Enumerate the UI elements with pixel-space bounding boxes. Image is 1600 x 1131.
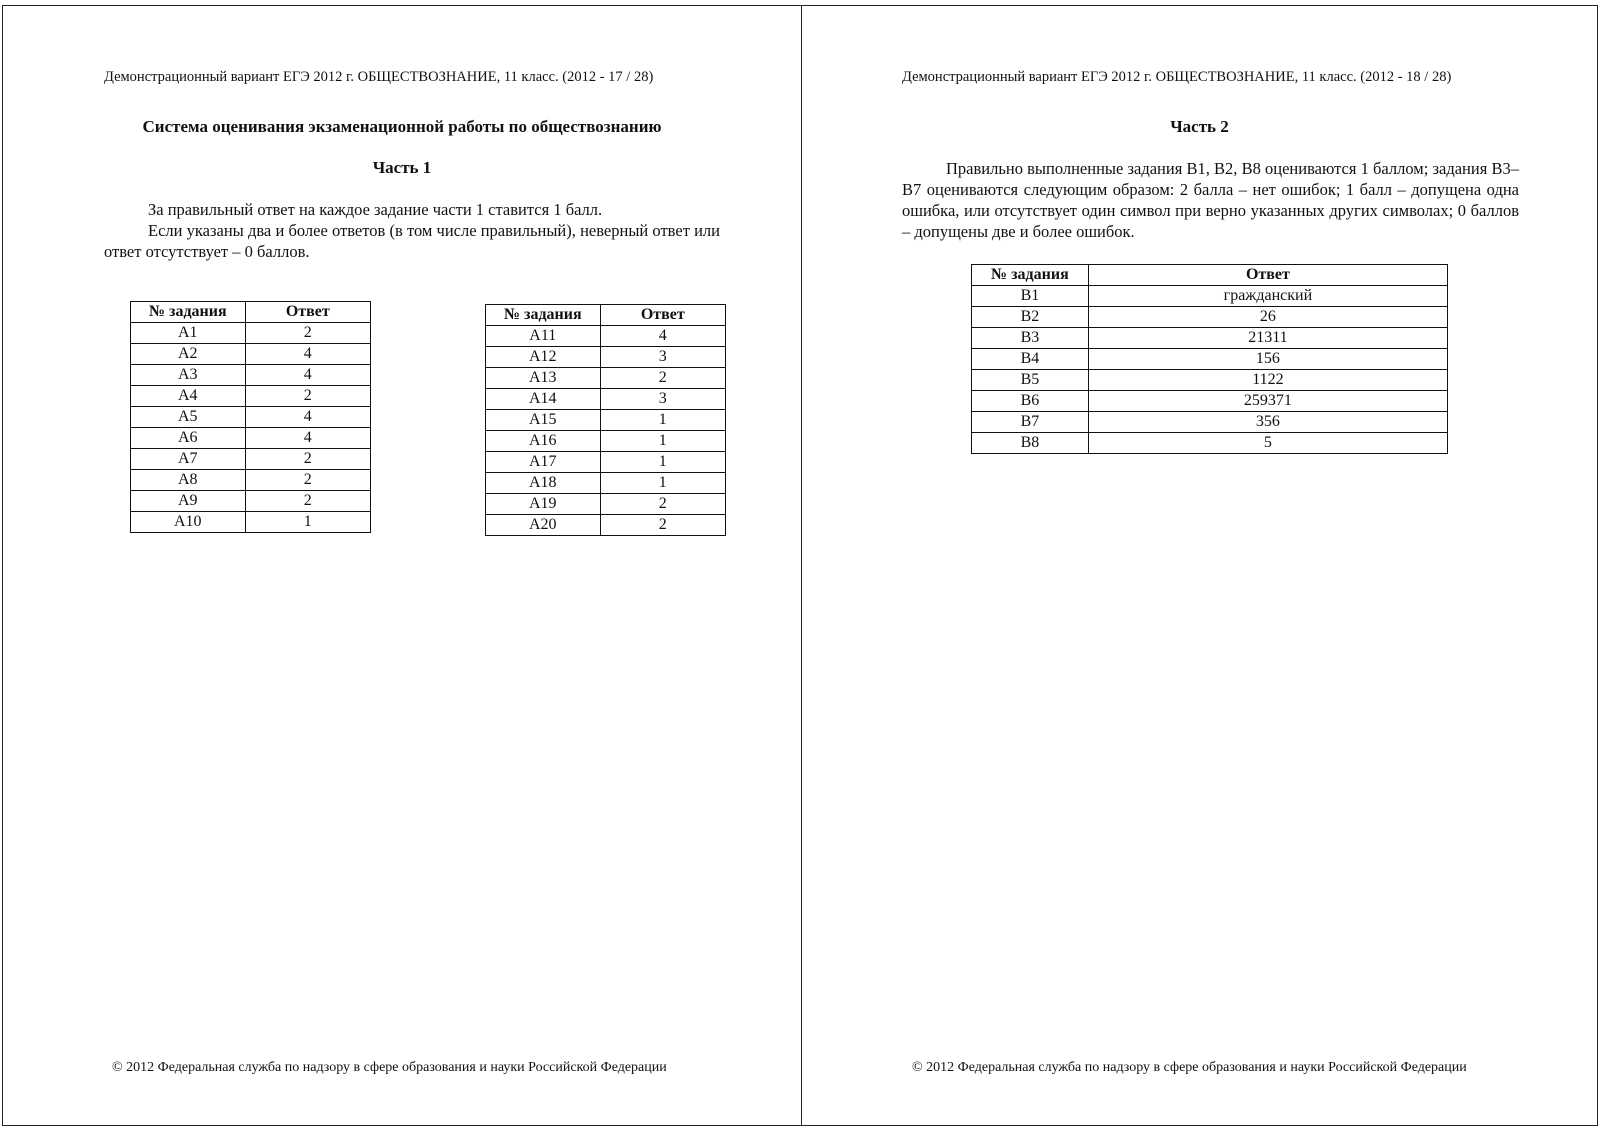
- column-header-task: № задания: [131, 302, 246, 323]
- task-number-cell: A9: [131, 491, 246, 512]
- table-row: [486, 452, 726, 473]
- table-row: [486, 473, 726, 494]
- answer-cell: 21311: [1088, 328, 1447, 349]
- copyright-footer: © 2012 Федеральная служба по надзору в сфере образования и науки Российской Федерации: [912, 1060, 1467, 1075]
- part-title: Часть 1: [372, 158, 432, 177]
- table-row: [486, 368, 726, 389]
- answer-cell: 1122: [1088, 370, 1447, 391]
- table-body: [131, 323, 371, 533]
- task-number-cell: A2: [131, 344, 246, 365]
- answer-cell: 2: [245, 449, 370, 470]
- answer-cell: 4: [245, 428, 370, 449]
- table-row: [131, 470, 371, 491]
- table-row: [972, 328, 1448, 349]
- answer-cell: 1: [600, 431, 725, 452]
- table-header-row: [972, 265, 1448, 286]
- table-row: [131, 407, 371, 428]
- table-row: [486, 410, 726, 431]
- table-row: [131, 428, 371, 449]
- answer-cell: 2: [600, 494, 725, 515]
- answers-table-b1-b8: [971, 264, 1448, 454]
- task-number-cell: A8: [131, 470, 246, 491]
- table-row: [972, 307, 1448, 328]
- task-number-cell: A14: [486, 389, 601, 410]
- table-body: [972, 286, 1448, 454]
- table-row: [131, 344, 371, 365]
- table-row: [131, 365, 371, 386]
- table-body: [486, 326, 726, 536]
- task-number-cell: A20: [486, 515, 601, 536]
- task-number-cell: B7: [972, 412, 1089, 433]
- task-number-cell: A15: [486, 410, 601, 431]
- answer-cell: 1: [245, 512, 370, 533]
- table-row: [486, 494, 726, 515]
- answer-cell: гражданский: [1088, 286, 1447, 307]
- answers-table-a1-a10: [130, 301, 371, 533]
- answer-cell: 4: [245, 344, 370, 365]
- scoring-paragraph-1: За правильный ответ на каждое задание части 1 ставится 1 балл.: [148, 200, 603, 219]
- document-title: Система оценивания экзаменационной работы по обществознанию: [142, 117, 662, 136]
- task-number-cell: A10: [131, 512, 246, 533]
- table-row: [972, 412, 1448, 433]
- table-row: [486, 389, 726, 410]
- task-number-cell: B8: [972, 433, 1089, 454]
- table-row: [486, 515, 726, 536]
- answer-cell: 259371: [1088, 391, 1447, 412]
- table-row: [486, 326, 726, 347]
- answer-cell: 3: [600, 389, 725, 410]
- table-row: [972, 370, 1448, 391]
- table-row: [972, 433, 1448, 454]
- left-page: [2, 5, 802, 1126]
- copyright-footer: © 2012 Федеральная служба по надзору в сфере образования и науки Российской Федерации: [112, 1060, 667, 1075]
- answer-cell: 2: [245, 323, 370, 344]
- table-row: [972, 391, 1448, 412]
- answer-cell: 26: [1088, 307, 1447, 328]
- answer-cell: 156: [1088, 349, 1447, 370]
- task-number-cell: A18: [486, 473, 601, 494]
- table-row: [131, 512, 371, 533]
- table-row: [486, 431, 726, 452]
- task-number-cell: A12: [486, 347, 601, 368]
- scoring-text: [104, 199, 720, 262]
- answer-cell: 3: [600, 347, 725, 368]
- task-number-cell: B6: [972, 391, 1089, 412]
- column-header-answer: Ответ: [1088, 265, 1447, 286]
- table-header-row: [486, 305, 726, 326]
- right-page: [801, 5, 1598, 1126]
- task-number-cell: B2: [972, 307, 1089, 328]
- answer-cell: 2: [245, 470, 370, 491]
- answer-cell: 1: [600, 452, 725, 473]
- column-header-task: № задания: [972, 265, 1089, 286]
- task-number-cell: B3: [972, 328, 1089, 349]
- page-header: Демонстрационный вариант ЕГЭ 2012 г. ОБЩЕСТВОЗНАНИЕ, 11 класс. (2012 - 18 / 28): [902, 69, 1452, 85]
- task-number-cell: A16: [486, 431, 601, 452]
- table-row: [131, 491, 371, 512]
- scoring-text: [902, 158, 1519, 242]
- answer-cell: 4: [245, 407, 370, 428]
- task-number-cell: A3: [131, 365, 246, 386]
- task-number-cell: B4: [972, 349, 1089, 370]
- task-number-cell: A6: [131, 428, 246, 449]
- answer-cell: 2: [245, 491, 370, 512]
- table-row: [131, 449, 371, 470]
- task-number-cell: A1: [131, 323, 246, 344]
- answer-cell: 356: [1088, 412, 1447, 433]
- task-number-cell: A13: [486, 368, 601, 389]
- task-number-cell: B1: [972, 286, 1089, 307]
- answer-cell: 4: [245, 365, 370, 386]
- task-number-cell: A17: [486, 452, 601, 473]
- column-header-answer: Ответ: [245, 302, 370, 323]
- answer-cell: 2: [600, 515, 725, 536]
- answer-cell: 5: [1088, 433, 1447, 454]
- table-row: [131, 323, 371, 344]
- table-row: [972, 349, 1448, 370]
- answers-table-a11-a20: [485, 304, 726, 536]
- part-title: Часть 2: [1170, 117, 1229, 136]
- scoring-paragraph: Правильно выполненные задания B1, B2, B8 оцениваются 1 баллом; задания B3–B7 оцениваются следующим образом: 2 балла – нет ошибок; 1 балл – допущена одна ошибка, или отсутствует один символ при верно указанных других символах; 0 баллов – допущены две и более ошибок.: [902, 159, 1519, 241]
- task-number-cell: A11: [486, 326, 601, 347]
- task-number-cell: A4: [131, 386, 246, 407]
- answer-cell: 2: [600, 368, 725, 389]
- answer-cell: 2: [245, 386, 370, 407]
- table-row: [486, 347, 726, 368]
- task-number-cell: B5: [972, 370, 1089, 391]
- table-row: [972, 286, 1448, 307]
- answer-cell: 1: [600, 473, 725, 494]
- task-number-cell: A19: [486, 494, 601, 515]
- task-number-cell: A5: [131, 407, 246, 428]
- answer-cell: 4: [600, 326, 725, 347]
- table-header-row: [131, 302, 371, 323]
- answer-cell: 1: [600, 410, 725, 431]
- scoring-paragraph-2: Если указаны два и более ответов (в том числе правильный), неверный ответ или ответ отсутствует – 0 баллов.: [104, 221, 720, 261]
- page-header: Демонстрационный вариант ЕГЭ 2012 г. ОБЩЕСТВОЗНАНИЕ, 11 класс. (2012 - 17 / 28): [104, 69, 654, 85]
- table-row: [131, 386, 371, 407]
- column-header-answer: Ответ: [600, 305, 725, 326]
- task-number-cell: A7: [131, 449, 246, 470]
- column-header-task: № задания: [486, 305, 601, 326]
